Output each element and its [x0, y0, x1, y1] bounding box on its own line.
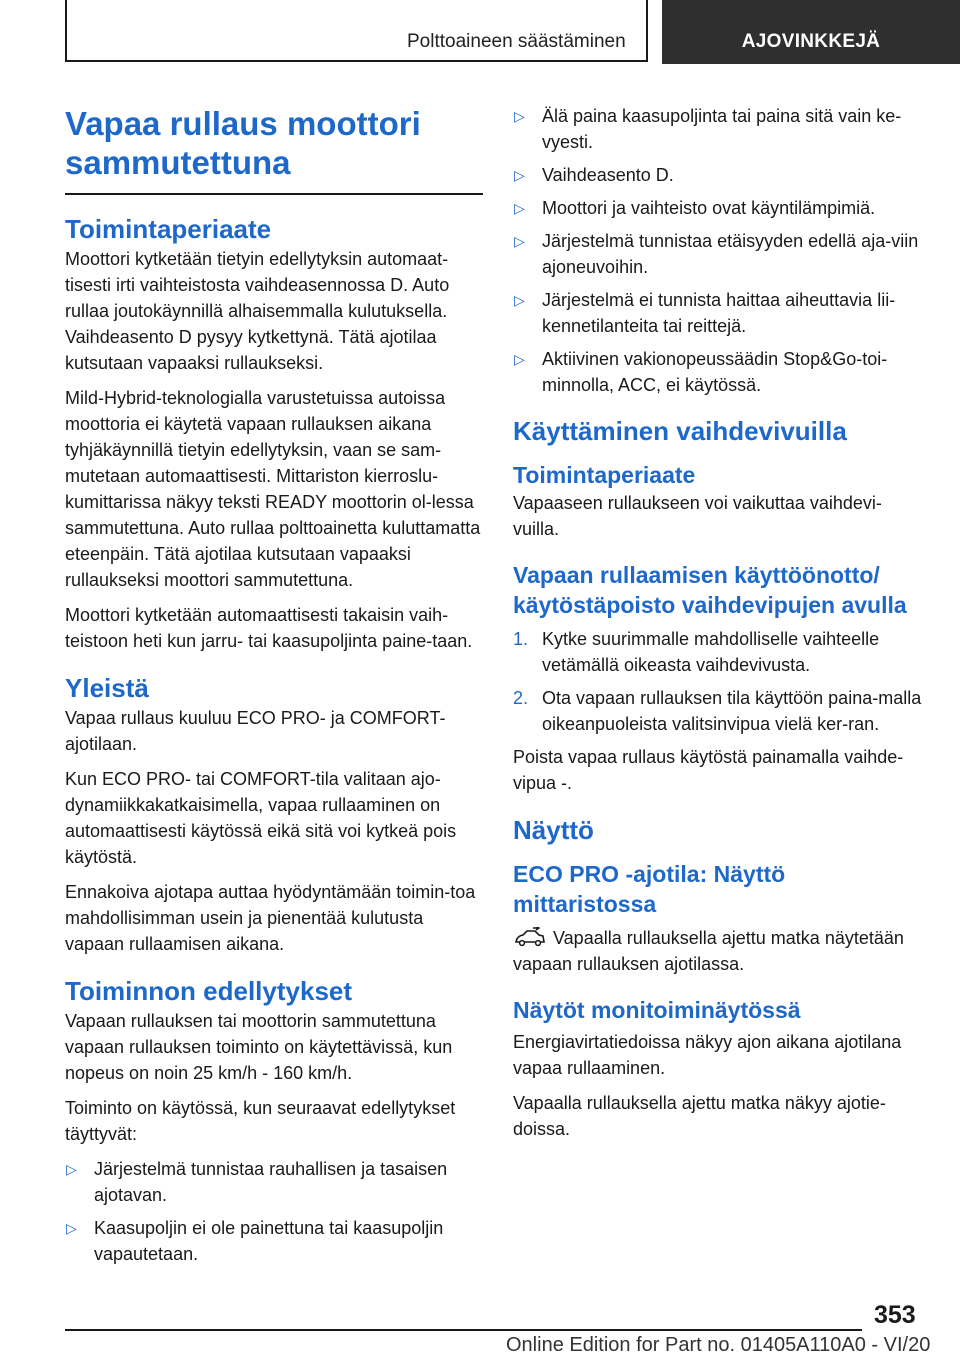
- list-item: 2. Ota vapaan rullauksen tila käyttöön paina-malla oikeanpuoleista valitsinvipua vielä ker-ran.: [513, 685, 923, 737]
- paragraph: Moottori kytketään automaattisesti takaisin vaih-teistoon heti kun jarru- tai kaasupoljinta paine-taan.: [65, 605, 473, 651]
- page-title: Vapaa rullaus moottori sammutettuna: [65, 104, 483, 195]
- list-item: ▷ Kaasupoljin ei ole painettuna tai kaasupoljin vapautetaan.: [65, 1215, 483, 1267]
- conditions-list: [65, 1156, 483, 1267]
- paragraph: Vapaaseen rullaukseen voi vaikuttaa vaihdevi-vuilla.: [513, 493, 882, 539]
- list-item: ▷ Järjestelmä tunnistaa rauhallisen ja tasaisen ajotavan.: [65, 1156, 483, 1208]
- list-item: ▷ Järjestelmä ei tunnista haittaa aiheuttavia lii-kennetilanteita tai reittejä.: [513, 287, 923, 339]
- triangle-right-icon: ▷: [514, 108, 525, 124]
- heading-principle: Toimintaperiaate: [513, 462, 696, 488]
- triangle-right-icon: ▷: [514, 351, 525, 367]
- heading-activate: Vapaan rullaamisen käyttöönotto/ käytöstäpoisto vaihdevipujen avulla: [513, 562, 907, 618]
- triangle-right-icon: ▷: [514, 292, 525, 308]
- steps-list: [513, 626, 923, 737]
- coasting-car-icon: [513, 927, 547, 947]
- heading-conditions: Toiminnon edellytykset: [65, 976, 353, 1006]
- list-item: ▷ Moottori ja vaihteisto ovat käyntilämpimiä.: [513, 195, 923, 221]
- paragraph: Vapaa rullaus kuuluu ECO PRO- ja COMFORT-ajotilaan.: [65, 708, 446, 754]
- paragraph: Poista vapaa rullaus käytöstä painamalla vaihde-vipua -.: [513, 747, 904, 793]
- page-number: 353: [874, 1301, 916, 1329]
- heading-principle: Toimintaperiaate: [65, 214, 272, 244]
- paragraph: Energiavirtatiedoissa näkyy ajon aikana ajotilana vapaa rullaaminen.: [513, 1032, 902, 1078]
- paragraph: Toiminto on käytössä, kun seuraavat edellytykset täyttyvät:: [65, 1098, 456, 1144]
- triangle-right-icon: ▷: [66, 1161, 77, 1177]
- list-item: ▷ Aktiivinen vakionopeussäädin Stop&Go-toi-minnolla, ACC, ei käytössä.: [513, 346, 923, 398]
- footer-divider: [65, 1329, 862, 1331]
- paragraph: Vapaalla rullauksella ajettu matka näkyy ajotie-doissa.: [513, 1093, 886, 1139]
- triangle-right-icon: ▷: [514, 233, 525, 249]
- paragraph: Moottori kytketään tietyin edellytyksin automaat-tisesti irti vaihteistosta vaihdeasennossa D. Auto rullaa joutokäynnillä alhaisemmalla kulutuksella. Vaihdeasento D pysyy kytkettynä. Tätä ajotilaa kutsutaan vapaaksi rullaukseksi.: [65, 249, 450, 373]
- paragraph: Vapaan rullauksen tai moottorin sammutettuna vapaan rullauksen toiminto on käytettävissä, kun nopeus on noin 25 km/h - 160 km/h.: [65, 1011, 453, 1083]
- paragraph: Vapaalla rullauksella ajettu matka näytetään vapaan rullauksen ajotilassa.: [513, 928, 904, 974]
- right-column: [513, 103, 923, 1142]
- paragraph: Ennakoiva ajotapa auttaa hyödyntämään toimin-toa mahdollisimman usein ja pienentää kulutusta vapaan rullaamisen aikana.: [65, 882, 476, 954]
- list-item: ▷ Älä paina kaasupoljinta tai paina sitä vain ke-vyesti.: [513, 103, 923, 155]
- list-item: ▷ Vaihdeasento D.: [513, 162, 923, 188]
- step-number: 1.: [513, 629, 529, 649]
- triangle-right-icon: ▷: [66, 1220, 77, 1236]
- footer-edition: Online Edition for Part no. 01405A110A0 - VI/20: [506, 1334, 931, 1356]
- left-column: [65, 104, 483, 1274]
- list-item: 1. Kytke suurimmalle mahdolliselle vaihteelle vetämällä oikeasta vaihdevivusta.: [513, 626, 923, 678]
- paragraph: Kun ECO PRO- tai COMFORT-tila valitaan ajo-dynamiikkakatkaisimella, vapaa rullaaminen on automaattisesti käytössä eikä sitä voi kytkeä pois käytöstä.: [65, 769, 457, 867]
- triangle-right-icon: ▷: [514, 167, 525, 183]
- heading-eco: ECO PRO -ajotila: Näyttö mittaristossa: [513, 861, 786, 917]
- triangle-right-icon: ▷: [514, 200, 525, 216]
- heading-monitor: Näytöt monitoiminäytössä: [513, 997, 801, 1023]
- header-chapter-tab: AJOVINKKEJÄ: [662, 0, 960, 64]
- list-item: ▷ Järjestelmä tunnistaa etäisyyden edellä aja-viin ajoneuvoihin.: [513, 228, 923, 280]
- conditions-list-continued: [513, 103, 923, 398]
- heading-general: Yleistä: [65, 673, 149, 703]
- heading-display: Näyttö: [513, 815, 594, 845]
- paragraph: Mild-Hybrid-teknologialla varustetuissa autoissa moottoria ei käytetä vapaan rullauksen aikana tyhjäkäynnillä tietyin edellytyksin, vaan se sam-mutetaan automaattisesti. Mittariston kierroslu-kumittarissa näkyy teksti READY moottorin ol-lessa sammutettuna. Auto rullaa polttoainetta kuluttamatta eteenpäin. Tätä ajotilaa kutsutaan vapaaksi rullaukseksi moottori sammutettuna.: [65, 388, 481, 590]
- step-number: 2.: [513, 688, 529, 708]
- header-section-title: Polttoaineen säästäminen: [407, 31, 626, 52]
- heading-paddles: Käyttäminen vaihdevivuilla: [513, 416, 847, 446]
